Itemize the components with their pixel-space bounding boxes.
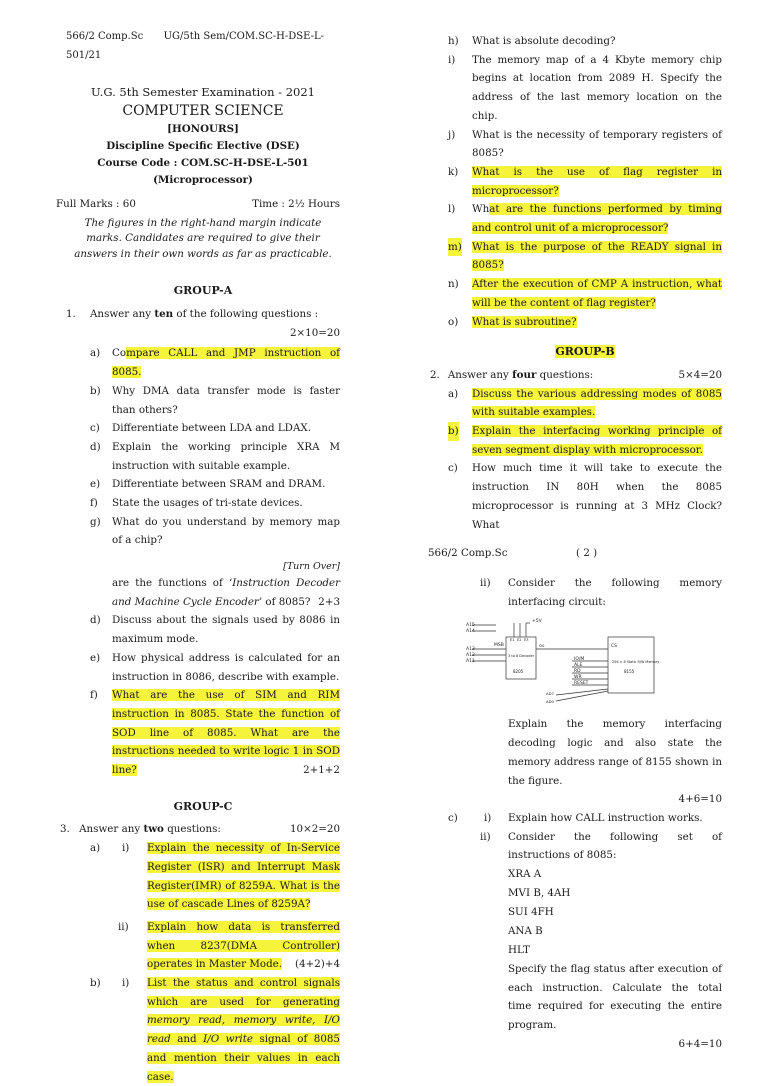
question-text: questions: — [536, 368, 594, 381]
question-3-item-c-ii — [448, 828, 722, 865]
subject-title: COMPUTER SCIENCE — [122, 103, 284, 120]
footer-paper-code: 566/2 Comp.Sc — [428, 547, 508, 560]
code-line: MVI B, 4AH — [508, 887, 571, 900]
question-3-item-b-marks: 4+6=10 — [678, 793, 722, 806]
question-2-item-e — [66, 649, 340, 686]
question-3-marks: 10×2=20 — [289, 823, 340, 836]
question-item-o — [448, 313, 722, 332]
question-3-item-b — [66, 974, 340, 1086]
item-text: Co — [112, 347, 127, 360]
question-text-bold: four — [512, 368, 537, 381]
group-b-title-text: GROUP-B — [555, 345, 615, 359]
item-text-highlighted: What is the purpose of the READY signal in 8085? — [472, 240, 722, 272]
fig-ram: 256 × 8 Static R/W Memory — [612, 660, 660, 665]
question-item-g — [66, 513, 340, 550]
instructions: The figures in the right-hand margin indicate marks. Candidates are required to give their answers in their own words as far as practicable. — [74, 216, 332, 260]
subitem-text-highlighted: signal of 8085 and mention their values in each case. — [147, 1033, 340, 1083]
item-text: ’ of 8085? — [258, 595, 311, 608]
fig-ale: ALE — [574, 663, 583, 669]
item-text: Explain the working principle XRA M instruction with suitable example. — [112, 440, 340, 472]
fig-e2: E2 — [517, 638, 522, 643]
fig-wr: WR — [574, 675, 582, 681]
item-text: What is the necessity of temporary registers of 8085? — [472, 128, 722, 160]
code-line: SUI 4FH — [508, 906, 554, 919]
item-marks: 2+3 — [318, 595, 340, 608]
paper-header-line — [66, 28, 340, 65]
item-marks: (4+2)+4 — [295, 958, 340, 971]
question-item-f — [66, 494, 340, 513]
question-number: 1. — [66, 308, 76, 321]
item-label: e) — [90, 651, 101, 664]
question-item-n — [448, 275, 722, 312]
item-label: c) — [90, 422, 100, 435]
subitem-text-highlighted: Explain the necessity of In-Service Register (ISR) and Interrupt Mask Register(IMR) of 8259A. What is the use of cascade Lines of 8259A? — [147, 842, 340, 911]
fig-a11: A11 — [466, 659, 475, 665]
item-label: d) — [90, 614, 101, 627]
question-number: 2. — [430, 368, 440, 381]
item-marks: 2+1+2 — [303, 764, 340, 777]
flag-status-question: Specify the flag status after execution of each instruction. Calculate the total time required for executing the entire program. — [508, 963, 722, 1032]
question-2-item-c-cont — [66, 574, 340, 611]
item-text-highlighted: Explain the interfacing working principle of seven segment display with microprocessor. — [472, 425, 722, 456]
elective-label: Discipline Specific Elective (DSE) — [106, 140, 300, 153]
item-text: State the usages of tri-state devices. — [112, 497, 303, 510]
question-item-b — [66, 382, 340, 419]
question-2-item-d — [66, 611, 340, 648]
fig-rd: RD — [574, 669, 581, 675]
exam-title: U.G. 5th Semester Examination - 2021 — [91, 85, 315, 100]
subitem-label: ii) — [118, 920, 129, 933]
marks-time-line — [56, 195, 340, 214]
item-text-highlighted: What are the use of SIM and RIM instruction in 8085. State the function of SOD line of 8085. What are the instructions needed to write logic 1 in SOD line? — [112, 689, 340, 777]
course-code: Course Code : COM.SC-H-DSE-L-501 — [97, 157, 309, 170]
question-2 — [430, 366, 722, 385]
question-item-c — [66, 419, 340, 438]
question-2-item-c — [448, 459, 722, 534]
item-label: e) — [90, 478, 101, 491]
item-label: k) — [448, 165, 459, 178]
item-label: c) — [448, 811, 458, 824]
item-text-highlighted: mpare CALL and JMP instruction of 8085. — [112, 347, 340, 379]
subitem-text: Explain how CALL instruction works. — [508, 811, 703, 824]
subitem-text-highlighted: and — [170, 1033, 204, 1046]
fig-e3: E3 — [524, 638, 529, 643]
item-label: a) — [448, 387, 459, 400]
item-label: m) — [448, 238, 462, 257]
fig-e1: E1 — [510, 638, 515, 643]
item-label: n) — [448, 278, 459, 291]
full-marks: Full Marks : 60 — [56, 198, 136, 211]
code-line: ANA B — [508, 925, 543, 938]
question-3-item-c-marks: 6+4=10 — [678, 1037, 722, 1050]
item-text: Differentiate between SRAM and DRAM. — [112, 478, 326, 491]
item-label: a) — [90, 347, 101, 360]
question-1 — [66, 305, 340, 324]
item-label: d) — [90, 440, 101, 453]
item-text: Discuss about the signals used by 8086 in maximum mode. — [112, 614, 340, 646]
fig-dec: 3 to 8 Decoder — [508, 654, 535, 659]
memory-interfacing-circuit-figure — [466, 617, 716, 709]
question-text: of the following questions : — [173, 308, 319, 321]
item-text: How much time it will take to execute the instruction IN 80H when the 8085 microprocessor is running at 3 MHz Clock? What — [472, 462, 722, 531]
subitem-label: i) — [122, 842, 130, 855]
question-text: Answer any — [90, 308, 155, 321]
question-item-a — [66, 344, 340, 381]
top-left-column — [56, 28, 340, 577]
fig-msb: MSB — [494, 643, 504, 649]
item-label: b) — [90, 977, 101, 990]
bottom-right-column — [448, 574, 722, 1054]
item-label: f) — [90, 689, 98, 702]
question-3-item-c — [448, 809, 722, 828]
page-number: ( 2 ) — [576, 547, 598, 560]
fig-a12: A12 — [466, 653, 475, 659]
item-text: What is absolute decoding? — [472, 35, 616, 47]
question-item-m — [448, 238, 722, 275]
item-label: h) — [448, 35, 459, 47]
subitem-text-highlighted: List the status and control signals which are used for generating — [147, 977, 340, 1008]
question-text: Answer any — [447, 368, 513, 381]
subitem-label: i) — [122, 977, 130, 990]
question-3-item-a — [66, 839, 340, 914]
fig-a13: A13 — [466, 647, 475, 653]
item-label: c) — [448, 462, 458, 475]
item-text-highlighted: at are the functions performed by timing and control unit of a microprocessor? — [472, 203, 722, 235]
item-label: o) — [448, 315, 459, 328]
question-item-j — [448, 126, 722, 163]
question-item-d — [66, 438, 340, 475]
fig-dec-chip: 8205 — [513, 669, 524, 675]
fig-iom: IO/M — [574, 657, 585, 663]
subitem-text: Consider the following memory interfacing circuit: — [508, 577, 722, 608]
question-text-bold: ten — [154, 308, 174, 321]
question-text: Answer any — [79, 823, 144, 836]
question-item-l — [448, 200, 722, 237]
group-a-title: GROUP-A — [173, 284, 233, 298]
item-label: i) — [448, 53, 456, 66]
question-3 — [60, 820, 340, 839]
item-label: j) — [448, 128, 456, 141]
fig-ram-chip: 8155 — [624, 669, 635, 675]
question-2-item-b — [448, 422, 722, 459]
paper-name: (Microprocessor) — [153, 174, 253, 187]
subitem-text-highlighted: Explain how data is transferred when 8237(DMA Controller) operates in Master Mode. — [147, 920, 340, 971]
course-ref: UG/5th Sem/COM.SC-H-DSE-L-501/21 — [66, 31, 324, 61]
item-text-highlighted: After the execution of CMP A instruction, what will be the content of flag register? — [472, 278, 722, 309]
item-text: Differentiate between LDA and LDAX. — [112, 422, 311, 435]
item-label: g) — [90, 515, 101, 528]
question-item-i — [448, 51, 722, 126]
fig-o0: O0 — [539, 643, 545, 649]
subitem-text-italic: memory read, memory write, I/O read — [147, 1014, 340, 1046]
subitem-label: ii) — [480, 830, 491, 843]
question-1-marks: 2×10=20 — [289, 326, 340, 339]
fig-a14: A14 — [466, 629, 475, 635]
turn-over: [Turn Over] — [283, 561, 340, 573]
question-item-e — [66, 475, 340, 494]
paper-code: 566/2 Comp.Sc — [66, 31, 144, 42]
question-3-item-b-ii — [448, 574, 722, 611]
bottom-left-column — [60, 574, 340, 1086]
item-label: b) — [448, 422, 459, 441]
circuit-diagram — [466, 617, 716, 709]
subitem-text: Consider the following set of instructions of 8085: — [508, 830, 722, 862]
question-2-item-f — [66, 686, 340, 780]
question-2-item-a — [448, 385, 722, 422]
fig-reset: RESET — [574, 681, 589, 687]
subitem-label: i) — [484, 811, 492, 824]
honours-label: [HONOURS] — [167, 123, 239, 136]
item-text: What do you understand by memory map of a chip? — [112, 515, 340, 547]
fig-ad7: AD7 — [546, 691, 554, 697]
item-text-highlighted: What is subroutine? — [472, 315, 577, 328]
figure-question: Explain the memory interfacing decoding logic and also state the memory address range of 8155 shown in the figure. — [508, 718, 722, 787]
item-text: Wh — [472, 203, 490, 216]
page-footer — [428, 544, 702, 563]
item-label: a) — [90, 842, 101, 855]
fig-vcc: +5V — [532, 619, 542, 625]
question-item-k — [448, 163, 722, 200]
question-text-bold: two — [143, 823, 164, 836]
item-label: b) — [90, 384, 101, 397]
code-line: XRA A — [508, 868, 542, 881]
item-label: f) — [90, 497, 98, 510]
group-b-title — [448, 343, 722, 362]
code-line: HLT — [508, 944, 530, 957]
time-allowed: Time : 2½ Hours — [252, 198, 340, 211]
item-text: Why DMA data transfer mode is faster than others? — [112, 384, 340, 416]
item-text: The memory map of a 4 Kbyte memory chip begins at location from 2089 H. Specify the address of the last memory location on the chip. — [472, 53, 722, 122]
instruction-listing — [448, 865, 722, 960]
item-text: are the functions of ‘ — [112, 577, 233, 589]
top-right-column — [428, 32, 722, 563]
group-c-title: GROUP-C — [173, 799, 233, 813]
subitem-label: ii) — [480, 577, 491, 589]
subitem-text-italic: I/O write — [203, 1033, 253, 1046]
item-label: l) — [448, 203, 456, 216]
fig-a15: A15 — [466, 623, 475, 629]
question-item-h — [448, 32, 722, 51]
question-text: questions: — [163, 823, 221, 836]
item-text: How physical address is calculated for an instruction in 8086, describe with example. — [112, 651, 340, 683]
question-3-item-a-ii — [66, 918, 340, 974]
question-number: 3. — [60, 823, 70, 836]
item-text-highlighted: What is the use of flag register in microprocessor? — [472, 165, 722, 197]
fig-ad0: AD0 — [546, 699, 554, 705]
item-text-highlighted: Discuss the various addressing modes of 8085 with suitable examples. — [472, 387, 722, 419]
item-text-italic: Instruction Decoder and Machine Cycle Encoder — [112, 577, 340, 608]
question-2-marks: 5×4=20 — [678, 368, 722, 381]
fig-cs: CS — [611, 644, 617, 650]
